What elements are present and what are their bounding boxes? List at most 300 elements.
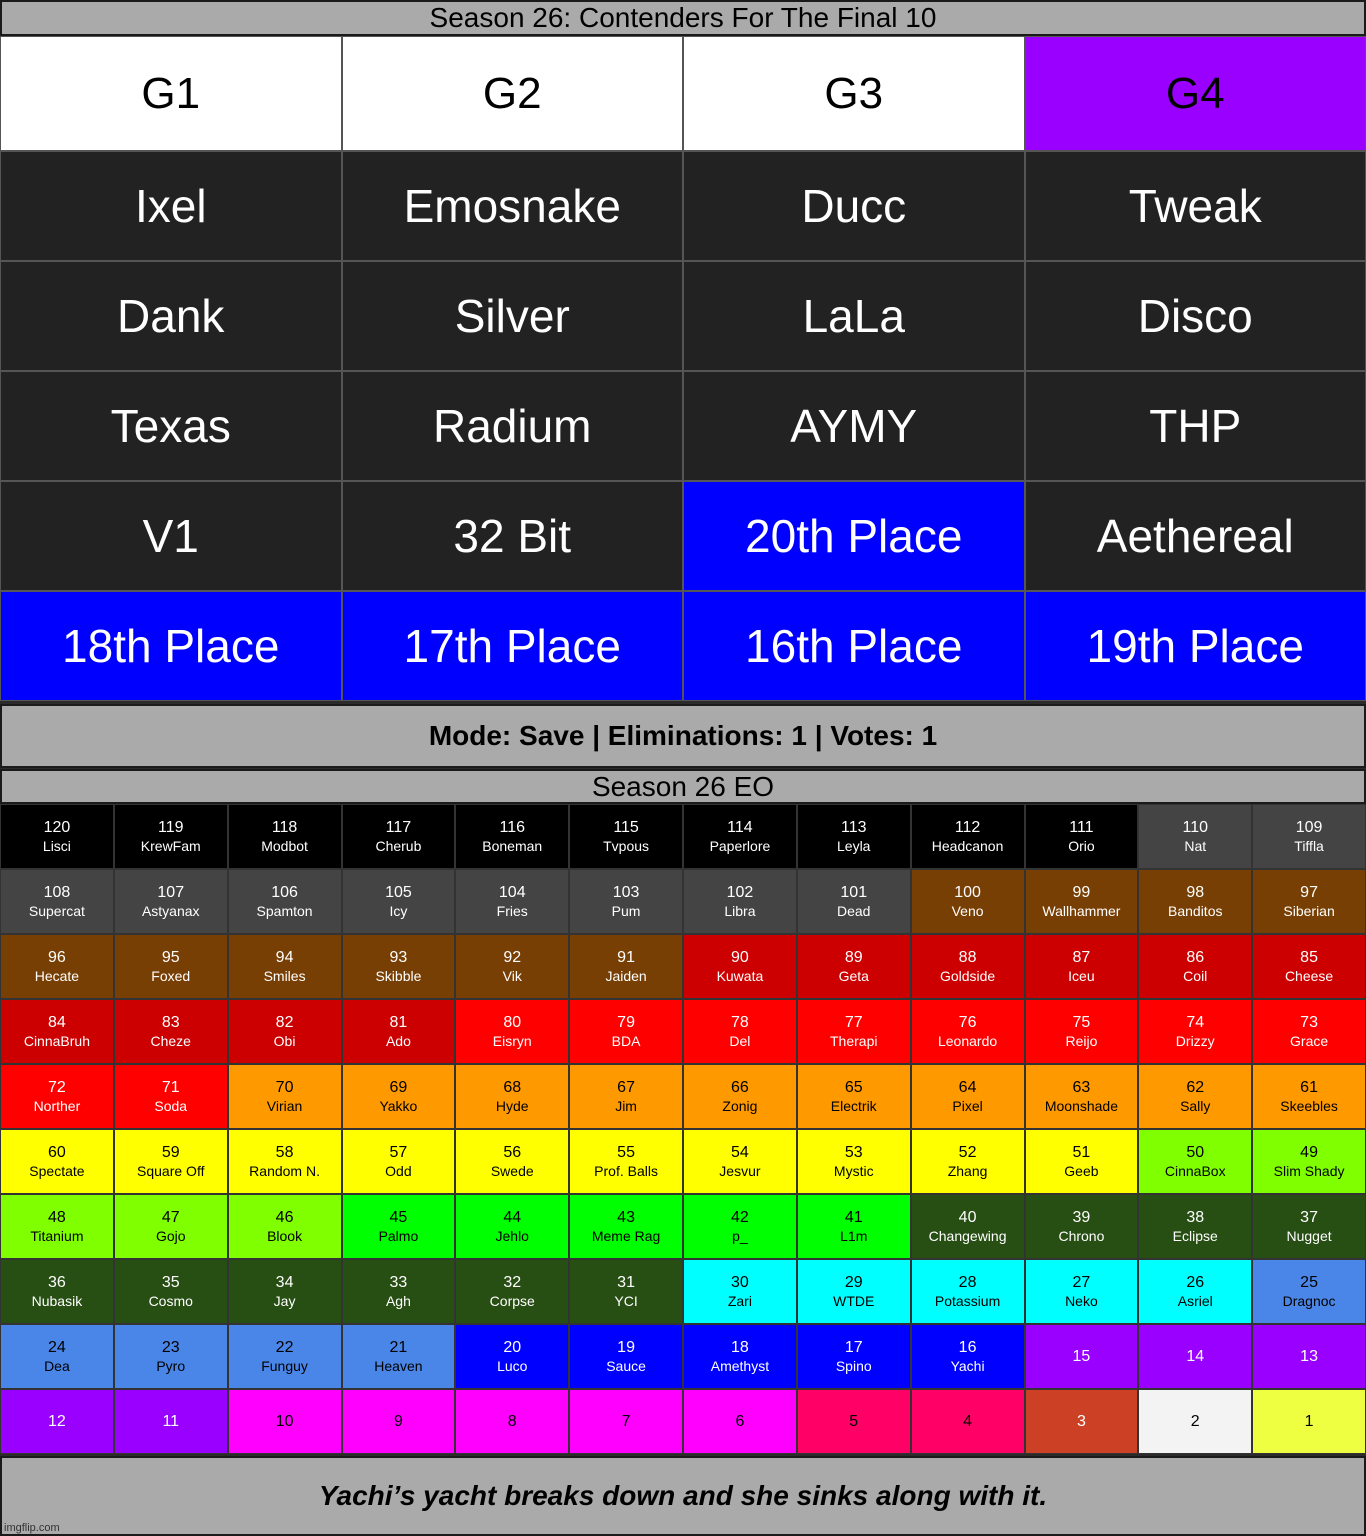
eo-place-number: 7 [621,1412,631,1430]
eo-cell [228,804,342,869]
eo-cell [1138,1259,1252,1324]
eo-contestant-name: Cheze [150,1032,191,1049]
contender-cell: Silver [342,261,684,371]
mode-status: Mode: Save | Eliminations: 1 | Votes: 1 [0,704,1366,768]
eo-place-number: 71 [161,1078,180,1096]
eo-contestant-name: Zhang [947,1162,988,1179]
eo-contestant-name: Neko [1065,1292,1098,1309]
eo-place-number: 50 [1186,1143,1205,1161]
contender-cell: 19th Place [1025,591,1366,701]
eo-contestant-name: Electrik [830,1097,877,1114]
eo-place-number: 35 [161,1273,180,1291]
eo-cell [1025,1064,1139,1129]
eo-cell [228,1064,342,1129]
contender-cell: 18th Place [0,591,342,701]
eo-contestant-name: L1m [840,1227,868,1244]
eo-place-number: 80 [503,1013,522,1031]
eo-contestant-name: Therapi [830,1032,878,1049]
eo-cell [683,1194,797,1259]
eo-place-number: 62 [1186,1078,1205,1096]
eo-cell [1252,1194,1366,1259]
eo-contestant-name: Square Off [137,1162,205,1179]
eo-cell [797,1324,911,1389]
eo-place-number: 42 [731,1208,749,1226]
eo-place-number: 79 [617,1013,635,1031]
eo-cell [797,804,911,869]
eo-cell [1025,869,1139,934]
contender-cell: Disco [1025,261,1366,371]
eo-cell [342,804,456,869]
eo-cell [797,999,911,1064]
eo-contestant-name: Skeebles [1280,1097,1338,1114]
eo-place-number: 21 [389,1338,408,1356]
eo-contestant-name: Dead [837,902,871,919]
eo-cell [797,934,911,999]
eo-place-number: 39 [1072,1208,1091,1226]
eo-contestant-name: Virian [266,1097,303,1114]
eo-cell [911,1389,1025,1454]
eo-place-number: 69 [389,1078,408,1096]
eo-place-number: 107 [157,883,185,901]
eo-place-number: 77 [844,1013,863,1031]
eo-place-number: 106 [271,883,298,901]
eo-cell [911,1064,1025,1129]
eo-place-number: 2 [1190,1412,1200,1430]
eo-contestant-name: Norther [33,1097,81,1114]
eo-cell [911,804,1025,869]
eo-contestant-name: Blook [267,1227,303,1244]
eo-place-number: 74 [1186,1013,1205,1031]
eo-cell [1252,934,1366,999]
eo-place-number: 20 [503,1338,522,1356]
eo-contestant-name: Geeb [1064,1162,1099,1179]
eo-cell [228,1389,342,1454]
eo-cell [1138,804,1252,869]
eo-place-number: 26 [1186,1273,1205,1291]
eo-place-number: 102 [726,883,754,901]
eo-place-number: 105 [385,883,412,901]
eo-contestant-name: Jim [615,1097,637,1114]
eo-place-number: 92 [503,948,522,966]
eo-place-number: 27 [1072,1273,1091,1291]
eo-contestant-name: CinnaBox [1164,1162,1226,1179]
eo-cell [1252,1129,1366,1194]
eo-contestant-name: p_ [732,1227,748,1244]
eo-place-number: 58 [275,1143,294,1161]
contenders-grid [0,36,1366,702]
eo-cell [911,869,1025,934]
eo-contestant-name: CinnaBruh [23,1032,90,1049]
contender-cell: AYMY [683,371,1025,481]
eo-contestant-name: BDA [611,1032,641,1049]
eo-place-number: 24 [48,1338,66,1356]
eo-place-number: 64 [958,1078,977,1096]
eo-contestant-name: Libra [724,902,756,919]
eo-place-number: 93 [389,948,408,966]
eo-cell [455,934,569,999]
eo-contestant-name: Funguy [261,1357,308,1374]
eo-cell [1138,1389,1252,1454]
eo-place-number: 53 [844,1143,863,1161]
eo-contestant-name: Chrono [1058,1227,1105,1244]
eo-cell [228,934,342,999]
eo-cell [683,1064,797,1129]
eo-place-number: 117 [385,818,412,836]
watermark: imgflip.com [4,1522,60,1534]
eo-contestant-name: Nubasik [31,1292,83,1309]
eo-cell [228,999,342,1064]
eo-place-number: 81 [389,1013,408,1031]
eo-contestant-name: Random N. [249,1162,320,1179]
eo-contestant-name: Changewing [928,1227,1007,1244]
eo-place-number: 72 [48,1078,66,1096]
eo-place-number: 85 [1300,948,1318,966]
eo-cell [0,999,114,1064]
eo-grid [0,804,1366,1454]
eo-cell [342,1064,456,1129]
eo-title: Season 26 EO [0,769,1366,804]
eo-cell [0,934,114,999]
eo-cell [0,1194,114,1259]
eo-cell [683,1129,797,1194]
eo-cell [569,869,683,934]
eo-cell [1252,1064,1366,1129]
eo-place-number: 48 [48,1208,66,1226]
eo-place-number: 63 [1072,1078,1091,1096]
eo-place-number: 10 [275,1412,294,1430]
eo-contestant-name: Goldside [939,967,996,984]
eo-place-number: 99 [1072,883,1091,901]
eo-place-number: 65 [844,1078,863,1096]
eo-cell [797,869,911,934]
eo-contestant-name: Smiles [263,967,306,984]
eo-cell [1138,869,1252,934]
eo-cell [114,1194,228,1259]
contender-cell: Aethereal [1025,481,1366,591]
group-header: G3 [683,36,1025,151]
eo-place-number: 28 [958,1273,977,1291]
eo-contestant-name: Eisryn [492,1032,532,1049]
eo-contestant-name: Swede [490,1162,534,1179]
eo-place-number: 66 [731,1078,749,1096]
eo-cell [228,1194,342,1259]
eo-contestant-name: Ado [385,1032,411,1049]
eo-cell [114,1259,228,1324]
eo-cell [911,1194,1025,1259]
eo-cell [455,1194,569,1259]
eo-cell [342,1324,456,1389]
eo-place-number: 68 [503,1078,522,1096]
eo-cell [342,1259,456,1324]
eo-place-number: 34 [275,1273,294,1291]
eo-place-number: 32 [503,1273,522,1291]
eo-contestant-name: Cheese [1284,967,1334,984]
eo-cell [569,1259,683,1324]
eo-cell [911,934,1025,999]
eo-contestant-name: Heaven [374,1357,423,1374]
eo-place-number: 43 [617,1208,635,1226]
eo-place-number: 6 [735,1412,745,1430]
eo-cell [569,1194,683,1259]
group-header: G1 [0,36,342,151]
eo-place-number: 40 [958,1208,977,1226]
eo-contestant-name: Lisci [42,837,71,854]
eo-cell [569,804,683,869]
eo-cell [1138,1194,1252,1259]
eo-cell [114,804,228,869]
eo-cell [683,999,797,1064]
eo-cell [1025,1389,1139,1454]
eo-contestant-name: Vik [502,967,522,984]
contender-cell: THP [1025,371,1366,481]
eo-place-number: 120 [43,818,71,836]
eo-contestant-name: Astyanax [141,902,200,919]
eo-cell [455,1129,569,1194]
eo-cell [455,1324,569,1389]
eo-cell [1252,999,1366,1064]
eo-contestant-name: Pum [611,902,641,919]
eo-cell [569,999,683,1064]
eo-contestant-name: Leonardo [937,1032,998,1049]
eo-cell [114,869,228,934]
eo-place-number: 89 [844,948,863,966]
eo-place-number: 36 [48,1273,66,1291]
eo-cell [0,804,114,869]
eo-cell [1252,1259,1366,1324]
eo-place-number: 17 [844,1338,863,1356]
contender-cell: 32 Bit [342,481,684,591]
eo-cell [1252,869,1366,934]
group-header: G2 [342,36,684,151]
eo-place-number: 44 [503,1208,522,1226]
eo-place-number: 25 [1300,1273,1318,1291]
eo-contestant-name: Gojo [155,1227,186,1244]
eo-contestant-name: Modbot [261,837,308,854]
eo-place-number: 41 [844,1208,863,1226]
eo-place-number: 97 [1300,883,1318,901]
eo-place-number: 51 [1072,1143,1091,1161]
eo-contestant-name: Spamton [256,902,313,919]
eo-cell [114,999,228,1064]
eo-contestant-name: Dragnoc [1282,1292,1336,1309]
eo-place-number: 94 [275,948,294,966]
eo-contestant-name: Nugget [1286,1227,1332,1244]
eo-cell [114,934,228,999]
eo-place-number: 57 [389,1143,408,1161]
eo-cell [683,869,797,934]
eo-place-number: 110 [1182,818,1208,836]
eo-place-number: 52 [958,1143,977,1161]
eo-place-number: 33 [389,1273,408,1291]
eo-contestant-name: Spectate [29,1162,85,1179]
eo-cell [455,1064,569,1129]
eo-cell [1025,1129,1139,1194]
eo-contestant-name: Foxed [151,967,191,984]
eo-place-number: 22 [275,1338,294,1356]
eo-contestant-name: Corpse [489,1292,535,1309]
eo-cell [455,804,569,869]
eo-cell [228,1324,342,1389]
eo-place-number: 60 [48,1143,66,1161]
eo-place-number: 108 [43,883,71,901]
eo-place-number: 100 [954,883,981,901]
eo-contestant-name: Drizzy [1175,1032,1215,1049]
eo-cell [0,1129,114,1194]
eo-place-number: 82 [275,1013,294,1031]
eo-place-number: 46 [275,1208,294,1226]
eo-contestant-name: Yachi [950,1357,985,1374]
eo-contestant-name: Reijo [1065,1032,1098,1049]
eo-cell [342,1194,456,1259]
eo-contestant-name: Tiffla [1294,837,1324,854]
eo-contestant-name: Jay [273,1292,296,1309]
eo-place-number: 3 [1076,1412,1086,1430]
eo-contestant-name: Grace [1290,1032,1329,1049]
eo-contestant-name: Paperlore [709,837,771,854]
eo-contestant-name: Fries [496,902,528,919]
eo-cell [114,1064,228,1129]
eo-place-number: 116 [499,818,525,836]
eo-cell [911,1129,1025,1194]
eo-contestant-name: Dea [44,1357,70,1374]
eo-cell [1025,1259,1139,1324]
eo-place-number: 86 [1186,948,1205,966]
eo-contestant-name: Luco [497,1357,528,1374]
eo-place-number: 29 [844,1273,863,1291]
eo-contestant-name: Banditos [1168,902,1223,919]
eo-cell [114,1324,228,1389]
eo-contestant-name: Orio [1068,837,1095,854]
eo-contestant-name: Moonshade [1044,1097,1118,1114]
eo-cell [569,934,683,999]
eo-contestant-name: Amethyst [710,1357,770,1374]
eo-cell [683,1389,797,1454]
eo-contestant-name: Yakko [379,1097,418,1114]
eo-place-number: 4 [963,1412,973,1430]
eo-contestant-name: Kuwata [716,967,764,984]
eo-contestant-name: KrewFam [140,837,201,854]
eo-cell [1025,999,1139,1064]
eo-place-number: 73 [1300,1013,1318,1031]
eo-cell [455,1389,569,1454]
eo-cell [1025,1194,1139,1259]
eo-cell [797,1064,911,1129]
eo-place-number: 61 [1300,1078,1318,1096]
eo-cell [1252,1389,1366,1454]
eo-place-number: 8 [507,1412,517,1430]
eo-place-number: 83 [161,1013,180,1031]
eo-contestant-name: Cherub [375,837,422,854]
eo-contestant-name: Tvpous [603,837,650,854]
eo-place-number: 95 [161,948,180,966]
eo-cell [0,1259,114,1324]
contender-cell: Dank [0,261,342,371]
contender-cell: Ducc [683,151,1025,261]
contender-cell: Texas [0,371,342,481]
eo-cell [797,1129,911,1194]
eo-contestant-name: Meme Rag [591,1227,661,1244]
eo-place-number: 11 [162,1412,180,1430]
eo-contestant-name: YCI [614,1292,638,1309]
group-header: G4 [1025,36,1366,151]
eo-place-number: 14 [1186,1347,1205,1365]
eo-contestant-name: Hecate [34,967,80,984]
footer-caption: Yachi’s yacht breaks down and she sinks along with it. [0,1456,1366,1536]
eo-cell [683,804,797,869]
eo-place-number: 49 [1300,1143,1318,1161]
eo-cell [342,999,456,1064]
eo-cell [0,1064,114,1129]
eo-cell [1252,804,1366,869]
eo-place-number: 78 [731,1013,749,1031]
eo-place-number: 9 [393,1412,403,1430]
eo-contestant-name: WTDE [833,1292,875,1309]
eo-cell [114,1389,228,1454]
eo-place-number: 109 [1295,818,1323,836]
eo-place-number: 104 [498,883,526,901]
eo-place-number: 55 [617,1143,635,1161]
eo-place-number: 15 [1072,1347,1091,1365]
eo-contestant-name: Supercat [28,902,85,919]
eo-contestant-name: Siberian [1283,902,1335,919]
eo-cell [911,999,1025,1064]
eo-cell [342,869,456,934]
eo-place-number: 16 [958,1338,977,1356]
eo-place-number: 76 [958,1013,977,1031]
eo-cell [228,869,342,934]
eo-cell [569,1129,683,1194]
eo-place-number: 37 [1300,1208,1318,1226]
eo-contestant-name: Jehlo [495,1227,529,1244]
eo-contestant-name: Spino [835,1357,872,1374]
eo-contestant-name: Titanium [30,1227,84,1244]
eo-place-number: 67 [617,1078,635,1096]
eo-cell [1138,1064,1252,1129]
eo-contestant-name: Boneman [482,837,543,854]
eo-place-number: 30 [731,1273,749,1291]
eo-cell [911,1324,1025,1389]
eo-place-number: 119 [157,818,184,836]
eo-contestant-name: Mystic [833,1162,874,1179]
contender-cell: V1 [0,481,342,591]
eo-contestant-name: Pyro [156,1357,186,1374]
contender-cell: 20th Place [683,481,1025,591]
eo-contestant-name: Zari [727,1292,752,1309]
eo-place-number: 91 [617,948,635,966]
eo-contestant-name: Agh [385,1292,411,1309]
eo-place-number: 115 [613,818,639,836]
contender-cell: Emosnake [342,151,684,261]
eo-contestant-name: Jaiden [605,967,647,984]
eo-place-number: 103 [612,883,640,901]
eo-contestant-name: Prof. Balls [594,1162,658,1179]
eo-cell [569,1389,683,1454]
eo-cell [228,1259,342,1324]
page-title: Season 26: Contenders For The Final 10 [0,0,1366,36]
eo-cell [455,999,569,1064]
eo-cell [1138,1129,1252,1194]
contender-cell: Radium [342,371,684,481]
eo-place-number: 18 [731,1338,749,1356]
eo-place-number: 12 [48,1412,66,1430]
eo-contestant-name: Slim Shady [1273,1162,1345,1179]
eo-cell [455,869,569,934]
eo-cell [1138,934,1252,999]
eo-place-number: 54 [731,1143,749,1161]
eo-cell [1025,804,1139,869]
eo-cell [1025,1324,1139,1389]
eo-cell [797,1389,911,1454]
